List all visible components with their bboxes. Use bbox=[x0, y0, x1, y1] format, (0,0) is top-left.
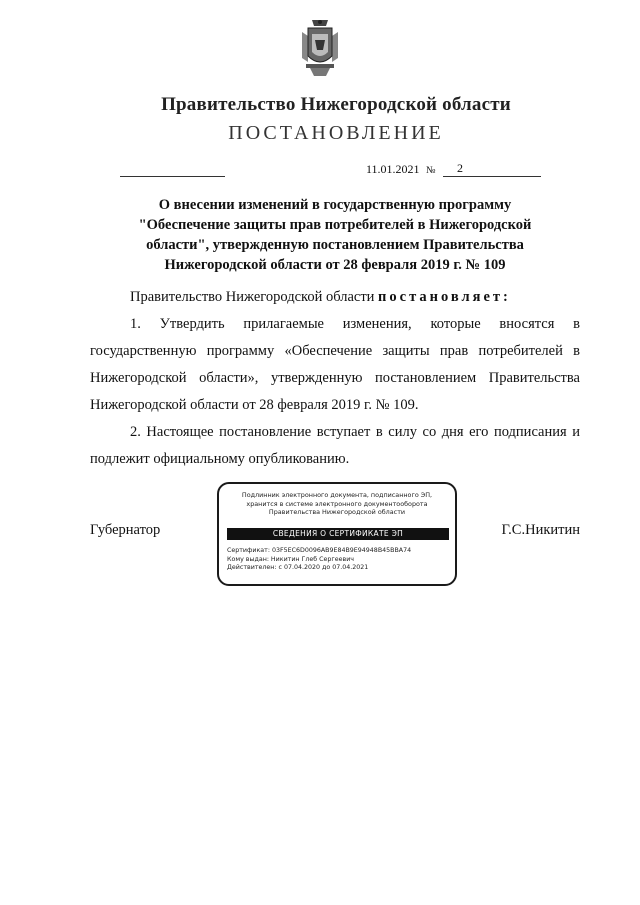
stamp-issued-to: Кому выдан: Никитин Глеб Сергеевич bbox=[227, 555, 355, 563]
intro-verb: постановляет: bbox=[378, 289, 511, 305]
heading-line: "Обеспечение защиты прав потребителей в Нижегородской bbox=[138, 217, 532, 233]
heading-line: О внесении изменений в государственную программу bbox=[158, 197, 512, 213]
stamp-info-line: Подлинник электронного документа, подписанного ЭП, bbox=[241, 491, 433, 499]
document-type: ПОСТАНОВЛЕНИЕ bbox=[228, 122, 444, 144]
blank-line bbox=[120, 176, 225, 177]
stamp-details bbox=[227, 547, 452, 573]
stamp-certificate: Сертификат: 03F5EC6D0096AB9E84B9E94948B45BBA74 bbox=[227, 547, 412, 554]
signatory-name: Г.С.Никитин bbox=[501, 522, 580, 538]
intro-paragraph bbox=[90, 284, 580, 311]
stamp-info-line: Правительства Нижегородской области bbox=[268, 508, 406, 516]
document-heading bbox=[110, 195, 560, 275]
paragraph-2: 2. Настоящее постановление вступает в силу со дня его подписания и подлежит официальному опубликованию. bbox=[90, 424, 580, 467]
document-body bbox=[90, 284, 580, 473]
signatory-position: Губернатор bbox=[90, 522, 161, 538]
document-date: 11.01.2021 bbox=[366, 162, 420, 176]
stamp-validity: Действителен: с 07.04.2020 до 07.04.2021 bbox=[227, 564, 369, 571]
heading-line: области", утвержденную постановлением Правительства bbox=[146, 237, 524, 253]
government-title: Правительство Нижегородской области bbox=[161, 94, 511, 115]
paragraph-1: 1. Утвердить прилагаемые изменения, которые вносятся в государственную программу «Обеспечение защиты прав потребителей в Нижегородской области», утвержденную постановлением Правительства Нижегородской области от 28 февраля 2019 г. № 109. bbox=[90, 316, 580, 413]
number-sign: № bbox=[426, 165, 436, 176]
document-number: 2 bbox=[443, 161, 541, 177]
heading-line: Нижегородской области от 28 февраля 2019 г. № 109 bbox=[164, 257, 506, 273]
stamp-info-line: хранится в системе электронного документооборота bbox=[246, 499, 428, 508]
coat-of-arms-icon bbox=[298, 18, 342, 78]
stamp-info bbox=[227, 491, 447, 517]
stamp-certificate-header: СВЕДЕНИЯ О СЕРТИФИКАТЕ ЭП bbox=[227, 528, 449, 540]
electronic-signature-stamp bbox=[217, 482, 457, 586]
intro-prefix: Правительство Нижегородской области bbox=[130, 289, 375, 305]
